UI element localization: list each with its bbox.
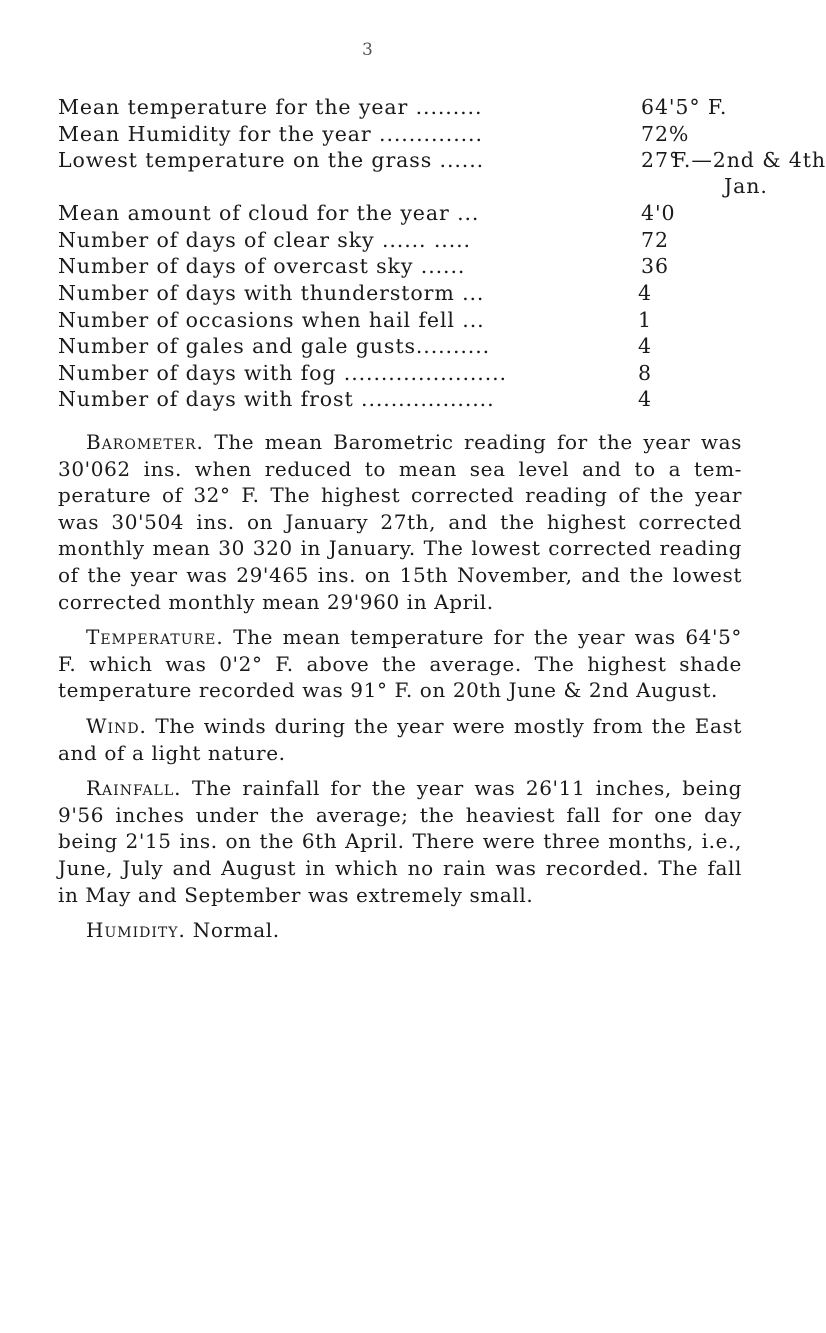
stat-value: 4'0: [641, 201, 676, 226]
paragraph-text: The mean Barometric reading for the year was 30'062 ins. when reduced to mean sea level and to a tem- perature of 32° F. The highest corrected reading of the year was 30'504 ins. on January 27th, and the highest corrected monthly mean 30 320 in January. The lowest corrected reading of the year was 29'465 ins. on 15th November, and the lowest corrected monthly mean 29'960 in April.: [58, 430, 742, 614]
paragraph-text: Normal.: [192, 918, 280, 943]
section-heading: Humidity.: [86, 918, 186, 943]
stat-row-fog-days: [58, 360, 778, 387]
stat-label: Mean Humidity for the year ..............: [58, 121, 483, 146]
stat-value: 4: [638, 387, 652, 412]
stat-label: Number of gales and gale gusts..........: [58, 334, 491, 359]
stat-label: Mean amount of cloud for the year ...: [58, 201, 480, 226]
stat-value: 36: [641, 254, 669, 279]
stat-label: Lowest temperature on the grass ......: [58, 148, 485, 173]
section-heading: Rainfall.: [86, 776, 182, 801]
stat-row-mean-temperature: [58, 94, 778, 121]
stat-label: Number of days with thunderstorm ...: [58, 280, 485, 305]
stat-row-overcast-days: [58, 253, 778, 280]
stat-label: Mean temperature for the year .........: [58, 95, 483, 119]
stat-value: 4: [638, 280, 652, 305]
stat-value: 4: [638, 334, 652, 359]
stat-note: F.—2nd & 4th: [672, 148, 826, 173]
paragraph-text: The rainfall for the year was 26'11 inches, being 9'56 inches under the average; the heaviest fall for one day being 2'15 ins. on the 6th April. There were three months, i.e., June, July and August in which no rain was recorded. The fall in May and September was extremely small.: [58, 776, 742, 907]
stat-row-thunderstorm-days: [58, 280, 778, 307]
section-heading: Temperature.: [86, 625, 224, 650]
stat-value: 27°: [641, 148, 681, 173]
stat-note-continued: Jan.: [724, 174, 768, 199]
stat-label: Number of days with frost ..................: [58, 387, 495, 412]
stat-value: 1: [638, 307, 652, 332]
statistics-list: [58, 94, 826, 413]
paragraph-barometer: [58, 429, 742, 615]
stat-label: Number of days of clear sky ...... .....: [58, 227, 471, 252]
stat-value: 72: [641, 227, 669, 252]
paragraph-temperature: [58, 624, 742, 704]
stat-value: 8: [638, 360, 652, 385]
stat-row-hail-occasions: [58, 307, 778, 334]
paragraph-rainfall: [58, 775, 742, 908]
stat-row-mean-humidity: [58, 121, 778, 148]
paragraph-humidity: [58, 917, 742, 944]
page-number: 3: [362, 40, 373, 60]
stat-row-gales: [58, 333, 778, 360]
stat-row-lowest-grass-temperature: [58, 147, 826, 200]
stat-label: Number of occasions when hail fell ...: [58, 307, 485, 332]
section-heading: Wind.: [86, 713, 147, 738]
report-body: [58, 429, 742, 953]
stat-row-mean-cloud: [58, 200, 778, 227]
paragraph-text: The winds during the year were mostly from the East and of a light nature.: [58, 713, 742, 765]
stat-value: 72%: [641, 121, 690, 146]
stat-value: 64'5° F.: [641, 95, 728, 119]
section-heading: Barometer.: [86, 430, 204, 454]
paragraph-text: The mean temperature for the year was 64'5° F. which was 0'2° F. above the average. The highest shade temperature recorded was 91° F. on 20th June & 2nd August.: [58, 625, 742, 703]
stat-row-frost-days: [58, 386, 778, 413]
stat-label: Number of days of overcast sky ......: [58, 254, 466, 279]
stat-row-clear-sky-days: [58, 227, 778, 254]
stat-label: Number of days with fog ......................: [58, 360, 507, 385]
paragraph-wind: [58, 713, 742, 766]
